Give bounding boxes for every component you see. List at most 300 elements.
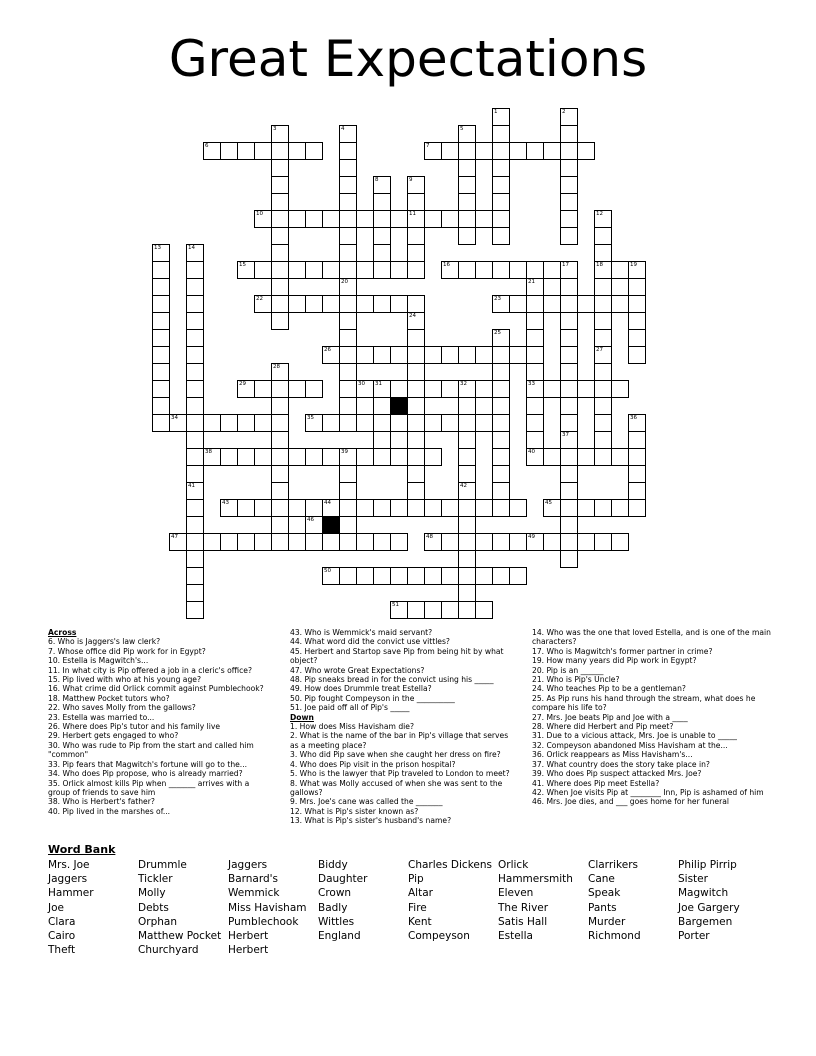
grid-cell[interactable]: [458, 567, 476, 585]
grid-cell[interactable]: [577, 295, 595, 313]
grid-cell[interactable]: [475, 142, 493, 160]
grid-cell[interactable]: [611, 261, 629, 279]
grid-cell[interactable]: [526, 380, 544, 398]
grid-cell[interactable]: [492, 210, 510, 228]
grid-cell[interactable]: [407, 227, 425, 245]
grid-cell[interactable]: [305, 142, 323, 160]
grid-cell[interactable]: [475, 346, 493, 364]
grid-cell[interactable]: [441, 380, 459, 398]
grid-cell[interactable]: [424, 601, 442, 619]
grid-cell[interactable]: [458, 159, 476, 177]
grid-cell[interactable]: [560, 516, 578, 534]
grid-cell[interactable]: [305, 261, 323, 279]
grid-cell[interactable]: [407, 193, 425, 211]
grid-cell[interactable]: [492, 363, 510, 381]
grid-cell[interactable]: [254, 448, 272, 466]
grid-cell[interactable]: [458, 601, 476, 619]
grid-cell[interactable]: [288, 380, 306, 398]
grid-cell[interactable]: [407, 363, 425, 381]
grid-cell[interactable]: [390, 567, 408, 585]
grid-cell[interactable]: [271, 465, 289, 483]
grid-cell[interactable]: [560, 550, 578, 568]
grid-cell[interactable]: [458, 210, 476, 228]
grid-cell[interactable]: [339, 312, 357, 330]
grid-cell[interactable]: [458, 465, 476, 483]
grid-cell[interactable]: [611, 295, 629, 313]
grid-cell[interactable]: [492, 431, 510, 449]
grid-cell[interactable]: [339, 380, 357, 398]
grid-cell[interactable]: [407, 380, 425, 398]
grid-cell[interactable]: [475, 414, 493, 432]
grid-cell[interactable]: [492, 142, 510, 160]
grid-cell[interactable]: [407, 295, 425, 313]
grid-cell[interactable]: [492, 193, 510, 211]
grid-cell[interactable]: [186, 516, 204, 534]
grid-cell[interactable]: [475, 261, 493, 279]
grid-cell[interactable]: [458, 176, 476, 194]
grid-cell[interactable]: [594, 312, 612, 330]
grid-cell[interactable]: [407, 465, 425, 483]
grid-cell[interactable]: [373, 295, 391, 313]
grid-cell[interactable]: [271, 312, 289, 330]
grid-cell[interactable]: [373, 397, 391, 415]
grid-cell[interactable]: [237, 533, 255, 551]
grid-cell[interactable]: [560, 176, 578, 194]
grid-cell[interactable]: [271, 227, 289, 245]
grid-cell[interactable]: [577, 142, 595, 160]
grid-cell[interactable]: [373, 244, 391, 262]
grid-cell[interactable]: [373, 227, 391, 245]
grid-cell[interactable]: [203, 448, 221, 466]
grid-cell[interactable]: [288, 448, 306, 466]
grid-cell[interactable]: [322, 346, 340, 364]
grid-cell[interactable]: [152, 278, 170, 296]
grid-cell[interactable]: [594, 380, 612, 398]
grid-cell[interactable]: [407, 261, 425, 279]
grid-cell[interactable]: [339, 533, 357, 551]
grid-cell[interactable]: [458, 414, 476, 432]
grid-cell[interactable]: [424, 448, 442, 466]
grid-cell[interactable]: [492, 414, 510, 432]
grid-cell[interactable]: [152, 346, 170, 364]
grid-cell[interactable]: [186, 533, 204, 551]
grid-cell[interactable]: [186, 414, 204, 432]
grid-cell[interactable]: [560, 431, 578, 449]
grid-cell[interactable]: [509, 533, 527, 551]
grid-cell[interactable]: [271, 380, 289, 398]
grid-cell[interactable]: [509, 261, 527, 279]
grid-cell[interactable]: [543, 261, 561, 279]
grid-cell[interactable]: [254, 414, 272, 432]
grid-cell[interactable]: [424, 533, 442, 551]
grid-cell[interactable]: [271, 482, 289, 500]
grid-cell[interactable]: [203, 533, 221, 551]
grid-cell[interactable]: [526, 397, 544, 415]
grid-cell[interactable]: [560, 346, 578, 364]
grid-cell[interactable]: [441, 142, 459, 160]
grid-cell[interactable]: [611, 448, 629, 466]
grid-cell[interactable]: [339, 329, 357, 347]
grid-cell[interactable]: [356, 567, 374, 585]
grid-cell[interactable]: [509, 346, 527, 364]
grid-cell[interactable]: [560, 533, 578, 551]
grid-cell[interactable]: [152, 244, 170, 262]
grid-cell[interactable]: [492, 125, 510, 143]
grid-cell[interactable]: [373, 448, 391, 466]
grid-cell[interactable]: [271, 363, 289, 381]
grid-cell[interactable]: [288, 142, 306, 160]
grid-cell[interactable]: [560, 414, 578, 432]
grid-cell[interactable]: [407, 414, 425, 432]
grid-cell[interactable]: [458, 516, 476, 534]
grid-cell[interactable]: [186, 584, 204, 602]
grid-cell[interactable]: [254, 380, 272, 398]
grid-cell[interactable]: [186, 380, 204, 398]
grid-cell[interactable]: [288, 261, 306, 279]
grid-cell[interactable]: [628, 295, 646, 313]
grid-cell[interactable]: [305, 533, 323, 551]
grid-cell[interactable]: [492, 295, 510, 313]
grid-cell[interactable]: [560, 159, 578, 177]
grid-cell[interactable]: [288, 499, 306, 517]
grid-cell[interactable]: [254, 261, 272, 279]
grid-cell[interactable]: [339, 261, 357, 279]
grid-cell[interactable]: [560, 295, 578, 313]
grid-cell[interactable]: [407, 210, 425, 228]
grid-cell[interactable]: [373, 193, 391, 211]
grid-cell[interactable]: [186, 312, 204, 330]
grid-cell[interactable]: [509, 295, 527, 313]
grid-cell[interactable]: [492, 482, 510, 500]
grid-cell[interactable]: [458, 193, 476, 211]
grid-cell[interactable]: [407, 499, 425, 517]
grid-cell[interactable]: [594, 244, 612, 262]
grid-cell[interactable]: [186, 244, 204, 262]
grid-cell[interactable]: [356, 295, 374, 313]
grid-cell[interactable]: [611, 380, 629, 398]
grid-cell[interactable]: [390, 499, 408, 517]
grid-cell[interactable]: [390, 448, 408, 466]
grid-cell[interactable]: [407, 448, 425, 466]
grid-cell[interactable]: [560, 227, 578, 245]
grid-cell[interactable]: [492, 346, 510, 364]
grid-cell[interactable]: [322, 261, 340, 279]
grid-cell[interactable]: [628, 482, 646, 500]
grid-cell[interactable]: [322, 567, 340, 585]
grid-cell[interactable]: [407, 567, 425, 585]
grid-cell[interactable]: [560, 278, 578, 296]
grid-cell[interactable]: [373, 346, 391, 364]
grid-cell[interactable]: [594, 329, 612, 347]
grid-cell[interactable]: [407, 431, 425, 449]
grid-cell[interactable]: [322, 448, 340, 466]
grid-cell[interactable]: [458, 142, 476, 160]
grid-cell[interactable]: [424, 210, 442, 228]
grid-cell[interactable]: [628, 346, 646, 364]
grid-cell[interactable]: [594, 346, 612, 364]
grid-cell[interactable]: [186, 448, 204, 466]
grid-cell[interactable]: [339, 414, 357, 432]
grid-cell[interactable]: [271, 193, 289, 211]
grid-cell[interactable]: [441, 210, 459, 228]
grid-cell[interactable]: [152, 397, 170, 415]
grid-cell[interactable]: [628, 499, 646, 517]
grid-cell[interactable]: [271, 244, 289, 262]
grid-cell[interactable]: [339, 244, 357, 262]
grid-cell[interactable]: [237, 414, 255, 432]
grid-cell[interactable]: [526, 312, 544, 330]
grid-cell[interactable]: [186, 363, 204, 381]
grid-cell[interactable]: [271, 295, 289, 313]
grid-cell[interactable]: [305, 414, 323, 432]
grid-cell[interactable]: [322, 533, 340, 551]
grid-cell[interactable]: [526, 533, 544, 551]
grid-cell[interactable]: [509, 142, 527, 160]
grid-cell[interactable]: [560, 499, 578, 517]
grid-cell[interactable]: [475, 601, 493, 619]
grid-cell[interactable]: [356, 380, 374, 398]
grid-cell[interactable]: [339, 227, 357, 245]
grid-cell[interactable]: [492, 499, 510, 517]
grid-cell[interactable]: [543, 142, 561, 160]
grid-cell[interactable]: [628, 448, 646, 466]
grid-cell[interactable]: [305, 295, 323, 313]
grid-cell[interactable]: [152, 380, 170, 398]
grid-cell[interactable]: [203, 414, 221, 432]
grid-cell[interactable]: [220, 142, 238, 160]
grid-cell[interactable]: [152, 312, 170, 330]
grid-cell[interactable]: [254, 210, 272, 228]
grid-cell[interactable]: [424, 567, 442, 585]
grid-cell[interactable]: [356, 261, 374, 279]
grid-cell[interactable]: [628, 261, 646, 279]
grid-cell[interactable]: [339, 278, 357, 296]
grid-cell[interactable]: [390, 601, 408, 619]
grid-cell[interactable]: [339, 176, 357, 194]
grid-cell[interactable]: [373, 567, 391, 585]
grid-cell[interactable]: [441, 346, 459, 364]
grid-cell[interactable]: [628, 414, 646, 432]
grid-cell[interactable]: [560, 448, 578, 466]
grid-cell[interactable]: [339, 363, 357, 381]
grid-cell[interactable]: [339, 567, 357, 585]
grid-cell[interactable]: [186, 346, 204, 364]
grid-cell[interactable]: [560, 363, 578, 381]
grid-cell[interactable]: [492, 567, 510, 585]
grid-cell[interactable]: [339, 465, 357, 483]
grid-cell[interactable]: [441, 533, 459, 551]
grid-cell[interactable]: [475, 567, 493, 585]
grid-cell[interactable]: [288, 295, 306, 313]
grid-cell[interactable]: [492, 176, 510, 194]
grid-cell[interactable]: [492, 261, 510, 279]
grid-cell[interactable]: [305, 210, 323, 228]
grid-cell[interactable]: [492, 380, 510, 398]
grid-cell[interactable]: [407, 601, 425, 619]
grid-cell[interactable]: [271, 397, 289, 415]
grid-cell[interactable]: [356, 533, 374, 551]
grid-cell[interactable]: [271, 499, 289, 517]
grid-cell[interactable]: [560, 125, 578, 143]
grid-cell[interactable]: [271, 516, 289, 534]
grid-cell[interactable]: [594, 278, 612, 296]
grid-cell[interactable]: [458, 397, 476, 415]
grid-cell[interactable]: [152, 295, 170, 313]
grid-cell[interactable]: [594, 227, 612, 245]
grid-cell[interactable]: [577, 380, 595, 398]
grid-cell[interactable]: [560, 465, 578, 483]
grid-cell[interactable]: [560, 397, 578, 415]
grid-cell[interactable]: [458, 482, 476, 500]
grid-cell[interactable]: [458, 550, 476, 568]
grid-cell[interactable]: [390, 380, 408, 398]
grid-cell[interactable]: [594, 261, 612, 279]
grid-cell[interactable]: [475, 380, 493, 398]
grid-cell[interactable]: [594, 533, 612, 551]
grid-cell[interactable]: [492, 465, 510, 483]
grid-cell[interactable]: [186, 465, 204, 483]
grid-cell[interactable]: [526, 363, 544, 381]
grid-cell[interactable]: [339, 346, 357, 364]
grid-cell[interactable]: [186, 397, 204, 415]
grid-cell[interactable]: [220, 499, 238, 517]
grid-cell[interactable]: [424, 142, 442, 160]
grid-cell[interactable]: [560, 261, 578, 279]
grid-cell[interactable]: [458, 448, 476, 466]
grid-cell[interactable]: [390, 414, 408, 432]
grid-cell[interactable]: [356, 499, 374, 517]
grid-cell[interactable]: [203, 142, 221, 160]
grid-cell[interactable]: [475, 533, 493, 551]
grid-cell[interactable]: [577, 499, 595, 517]
grid-cell[interactable]: [543, 295, 561, 313]
grid-cell[interactable]: [424, 414, 442, 432]
grid-cell[interactable]: [152, 363, 170, 381]
grid-cell[interactable]: [492, 397, 510, 415]
grid-cell[interactable]: [169, 533, 187, 551]
grid-cell[interactable]: [594, 448, 612, 466]
grid-cell[interactable]: [186, 261, 204, 279]
grid-cell[interactable]: [356, 210, 374, 228]
grid-cell[interactable]: [220, 414, 238, 432]
grid-cell[interactable]: [560, 380, 578, 398]
grid-cell[interactable]: [458, 533, 476, 551]
grid-cell[interactable]: [169, 414, 187, 432]
grid-cell[interactable]: [526, 414, 544, 432]
grid-cell[interactable]: [441, 414, 459, 432]
grid-cell[interactable]: [560, 193, 578, 211]
grid-cell[interactable]: [441, 567, 459, 585]
grid-cell[interactable]: [305, 448, 323, 466]
grid-cell[interactable]: [220, 448, 238, 466]
grid-cell[interactable]: [492, 227, 510, 245]
grid-cell[interactable]: [509, 499, 527, 517]
grid-cell[interactable]: [407, 329, 425, 347]
grid-cell[interactable]: [271, 210, 289, 228]
grid-cell[interactable]: [560, 329, 578, 347]
grid-cell[interactable]: [526, 431, 544, 449]
grid-cell[interactable]: [152, 414, 170, 432]
grid-cell[interactable]: [305, 516, 323, 534]
grid-cell[interactable]: [509, 567, 527, 585]
grid-cell[interactable]: [356, 448, 374, 466]
grid-cell[interactable]: [543, 533, 561, 551]
grid-cell[interactable]: [254, 142, 272, 160]
grid-cell[interactable]: [186, 567, 204, 585]
grid-cell[interactable]: [526, 346, 544, 364]
grid-cell[interactable]: [458, 380, 476, 398]
grid-cell[interactable]: [526, 448, 544, 466]
grid-cell[interactable]: [322, 210, 340, 228]
grid-cell[interactable]: [594, 499, 612, 517]
grid-cell[interactable]: [322, 414, 340, 432]
grid-cell[interactable]: [339, 482, 357, 500]
grid-cell[interactable]: [526, 142, 544, 160]
grid-cell[interactable]: [186, 329, 204, 347]
grid-cell[interactable]: [271, 278, 289, 296]
grid-cell[interactable]: [237, 261, 255, 279]
grid-cell[interactable]: [492, 448, 510, 466]
grid-cell[interactable]: [458, 499, 476, 517]
grid-cell[interactable]: [424, 380, 442, 398]
grid-cell[interactable]: [339, 448, 357, 466]
grid-cell[interactable]: [373, 380, 391, 398]
grid-cell[interactable]: [424, 499, 442, 517]
grid-cell[interactable]: [492, 329, 510, 347]
grid-cell[interactable]: [407, 397, 425, 415]
grid-cell[interactable]: [526, 329, 544, 347]
grid-cell[interactable]: [152, 261, 170, 279]
grid-cell[interactable]: [356, 414, 374, 432]
grid-cell[interactable]: [356, 346, 374, 364]
grid-cell[interactable]: [390, 346, 408, 364]
grid-cell[interactable]: [339, 193, 357, 211]
grid-cell[interactable]: [237, 499, 255, 517]
grid-cell[interactable]: [407, 482, 425, 500]
grid-cell[interactable]: [560, 210, 578, 228]
grid-cell[interactable]: [322, 499, 340, 517]
grid-cell[interactable]: [560, 108, 578, 126]
grid-cell[interactable]: [322, 295, 340, 313]
grid-cell[interactable]: [390, 533, 408, 551]
grid-cell[interactable]: [560, 482, 578, 500]
grid-cell[interactable]: [339, 499, 357, 517]
grid-cell[interactable]: [186, 550, 204, 568]
grid-cell[interactable]: [271, 414, 289, 432]
grid-cell[interactable]: [339, 210, 357, 228]
grid-cell[interactable]: [271, 533, 289, 551]
grid-cell[interactable]: [237, 448, 255, 466]
grid-cell[interactable]: [628, 312, 646, 330]
grid-cell[interactable]: [441, 261, 459, 279]
grid-cell[interactable]: [305, 499, 323, 517]
grid-cell[interactable]: [271, 261, 289, 279]
grid-cell[interactable]: [271, 176, 289, 194]
grid-cell[interactable]: [254, 533, 272, 551]
grid-cell[interactable]: [339, 142, 357, 160]
grid-cell[interactable]: [271, 159, 289, 177]
grid-cell[interactable]: [186, 295, 204, 313]
grid-cell[interactable]: [271, 142, 289, 160]
grid-cell[interactable]: [458, 346, 476, 364]
grid-cell[interactable]: [271, 448, 289, 466]
grid-cell[interactable]: [458, 431, 476, 449]
grid-cell[interactable]: [254, 295, 272, 313]
grid-cell[interactable]: [458, 125, 476, 143]
grid-cell[interactable]: [407, 346, 425, 364]
grid-cell[interactable]: [237, 142, 255, 160]
grid-cell[interactable]: [577, 448, 595, 466]
